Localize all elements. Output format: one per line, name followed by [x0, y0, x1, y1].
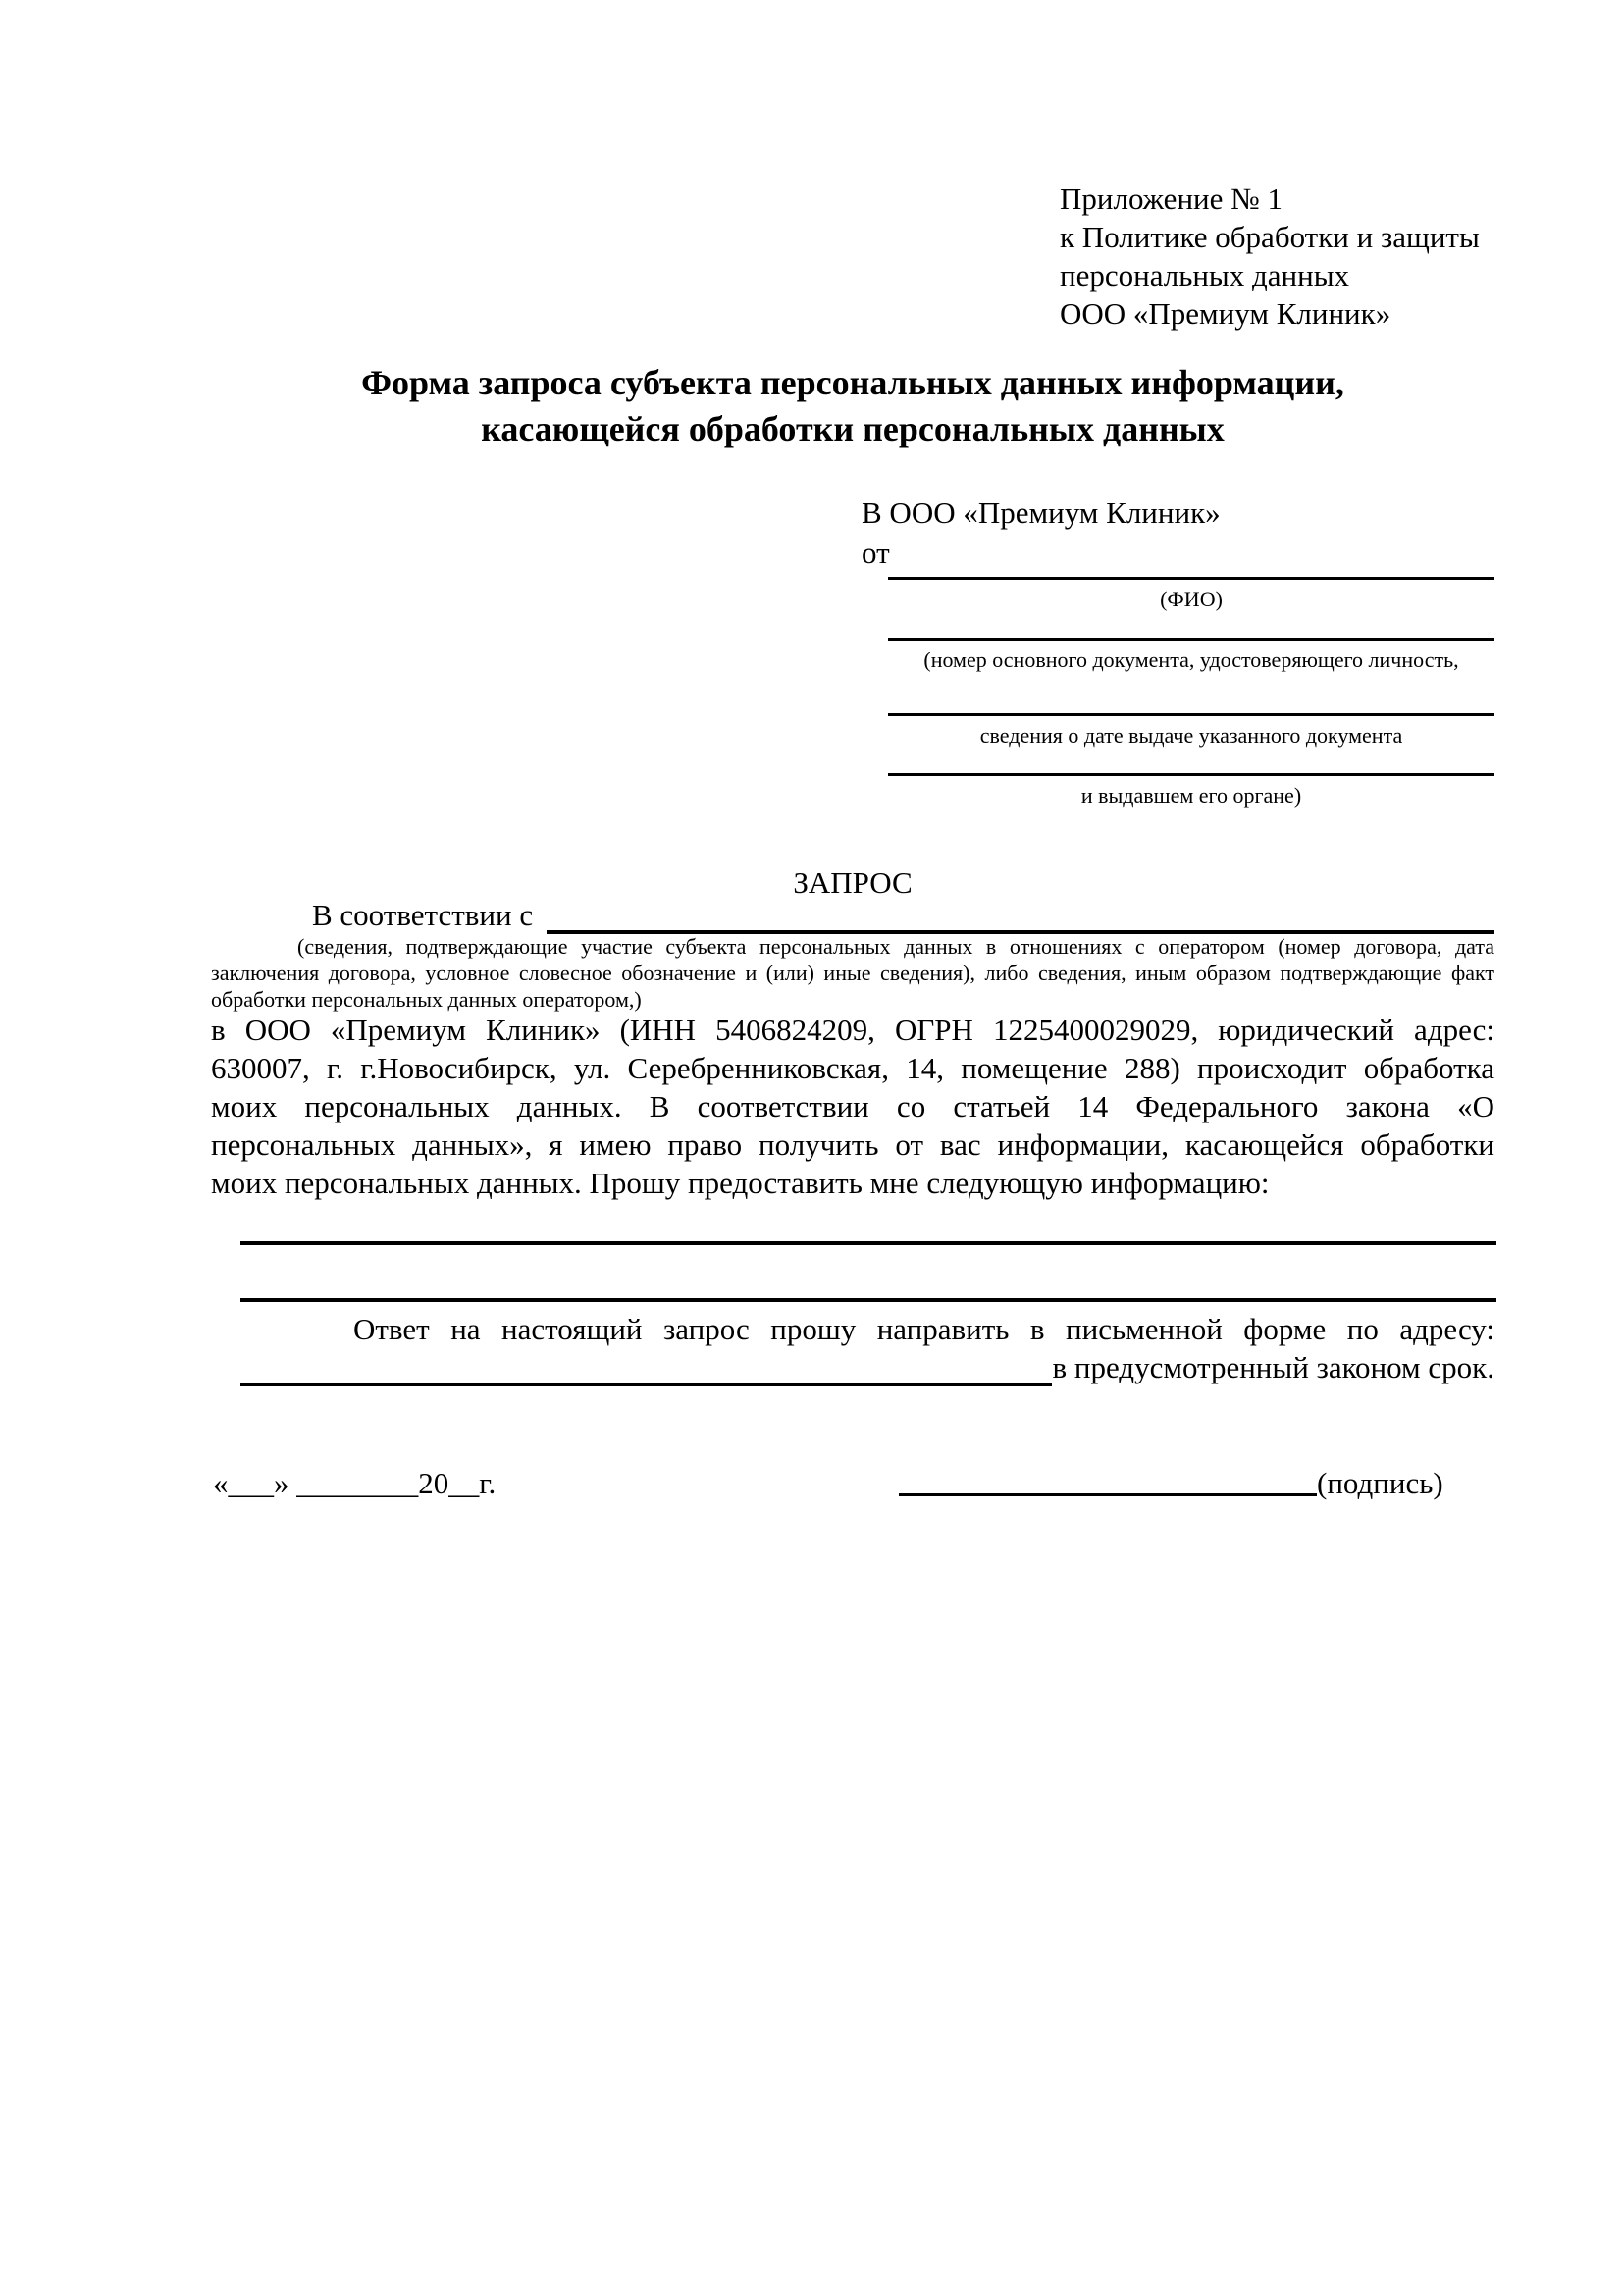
- appendix-line: Приложение № 1: [1060, 182, 1283, 216]
- information-blank-line-2: [240, 1298, 1496, 1302]
- document-number-caption: (номер основного документа, удостоверяющего личность,: [923, 648, 1459, 672]
- appendix-block: [1060, 180, 1480, 333]
- issuer-blank-line: [888, 773, 1494, 776]
- reply-line-2-suffix: в предусмотренный законом срок.: [1052, 1350, 1494, 1384]
- appendix-line: ООО «Премиум Клиник»: [1060, 296, 1391, 331]
- fio-blank-line: [888, 577, 1494, 580]
- reply-line-2: [240, 1348, 1494, 1386]
- document-title: [211, 360, 1494, 452]
- request-heading: ЗАПРОС: [793, 865, 913, 900]
- document-number-blank-line: [888, 638, 1494, 641]
- footnote-line: заключения договора, условное словесное обозначение и (или) иные сведения), либо сведения, иным образом подтверждающие факт: [211, 961, 1494, 985]
- signature-caption: (подпись): [1317, 1466, 1443, 1500]
- body-line: в ООО «Премиум Клиник» (ИНН 5406824209, ОГРН 1225400029029, юридический адрес:: [211, 1013, 1494, 1047]
- recipient-from-label: от: [862, 536, 890, 570]
- information-blank-line-1: [240, 1241, 1496, 1245]
- footnote-block: [211, 933, 1494, 1013]
- according-blank-line: [547, 897, 1494, 934]
- issue-date-blank-line: [888, 713, 1494, 716]
- address-blank-line: [240, 1349, 1052, 1386]
- request-body: [211, 1011, 1494, 1202]
- body-line: моих персональных данных. В соответствии со статьей 14 Федерального закона «О: [211, 1089, 1494, 1123]
- issuer-caption: и выдавшем его органе): [1080, 783, 1302, 808]
- footnote-line: обработки персональных данных оператором,): [211, 987, 642, 1012]
- reply-line-1: Ответ на настоящий запрос прошу направить в письменной форме по адресу:: [353, 1312, 1494, 1346]
- date-placeholder: «___» ________20__г.: [213, 1466, 497, 1500]
- fio-caption: (ФИО): [1160, 587, 1223, 611]
- recipient-to: В ООО «Премиум Клиник»: [862, 496, 1221, 530]
- body-line: моих персональных данных. Прошу предоставить мне следующую информацию:: [211, 1166, 1270, 1200]
- footnote-line: (сведения, подтверждающие участие субъекта персональных данных в отношениях с оператором (номер договора, дата: [297, 934, 1494, 959]
- title-line-1: Форма запроса субъекта персональных данных информации,: [361, 363, 1344, 402]
- appendix-line: персональных данных: [1060, 258, 1350, 292]
- according-label: В соответствии с: [312, 898, 534, 932]
- issue-date-caption: сведения о дате выдаче указанного документа: [979, 723, 1403, 748]
- appendix-line: к Политике обработки и защиты: [1060, 220, 1480, 254]
- body-line: персональных данных», я имею право получить от вас информации, касающейся обработки: [211, 1127, 1494, 1162]
- signature-blank-line: [899, 1464, 1317, 1496]
- title-line-2: касающейся обработки персональных данных: [481, 409, 1225, 448]
- body-line: 630007, г. г.Новосибирск, ул. Серебренниковская, 14, помещение 288) происходит обработка: [211, 1051, 1494, 1085]
- according-line: [211, 896, 1494, 934]
